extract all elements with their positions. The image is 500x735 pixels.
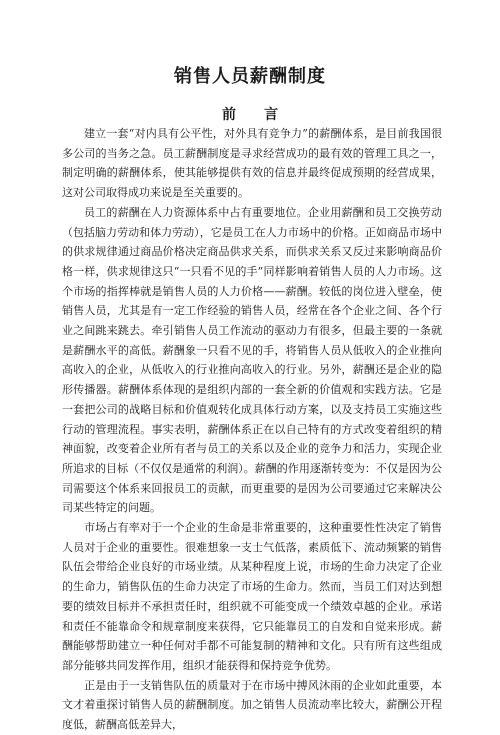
section-heading: 前 言 bbox=[222, 107, 278, 123]
document-body bbox=[62, 124, 442, 735]
paragraph: 建立一套“对内具有公平性，对外具有竞争力”的薪酬体系，是目前我国很多公司的当务之急。员工薪酬制度是寻求经营成功的最有效的管理工具之一，制定明确的薪酬体系，使其能够提供有效的信息并最终促成预期的经营成果，这对公司取得成功来说是至关重要的。 bbox=[62, 127, 442, 200]
paragraph: 市场占有率对于一个企业的生命是非常重要的，这种重要性性决定了销售人员对于企业的重要性。很难想象一支士气低落，素质低下、流动频繁的销售队伍会带给企业良好的市场业绩。从某种程度上说，市场的生命力决定了企业的生命力，销售队伍的生命力决定了市场的生命力。然而，当员工们对达到想要的绩效目标并不承担责任时，组织就不可能变成一个绩效卓越的企业。承诺和责任不能靠命令和规章制度来获得，它只能靠员工的自发和自觉来形成。薪酬能够帮助建立一种任何对手都不可能复制的精神和文化。只有所有这些组成部分能够共同发挥作用，组织才能获得和保持竞争优势。 bbox=[62, 521, 442, 672]
paragraph: 正是由于一支销售队伍的质量对于在市场中搏风沐雨的企业如此重要，本文才着重探讨销售人员的薪酬制度。加之销售人员流动率比较大，薪酬公开程度低，薪酬高低差异大， bbox=[62, 678, 442, 732]
paragraph: 员工的薪酬在人力资源体系中占有重要地位。企业用薪酬和员工交换劳动（包括脑力劳动和体力劳动），它是员工在人力市场中的价格。正如商品市场中的供求规律通过商品价格决定商品供求关系，而供求关系又反过来影响商品价格一样，供求规律这只“一只看不见的手”同样影响着销售人员的人力市场。这个市场的指挥棒就是销售人员的人力价格——薪酬。较低的岗位进入壁垒，使销售人员，尤其是有一定工作经验的销售人员，经常在各个企业之间、各个行业之间跳来跳去。牵引销售人员工作流动的驱动力有很多，但最主要的一条就是薪酬水平的高低。薪酬象一只看不见的手，将销售人员从低收入的企业推向高收入的企业，从低收入的行业推向高收入的行业。另外，薪酬还是企业的隐形传播器。薪酬体系体现的是组织内部的一套全新的价值观和实践方法。它是一套把公司的战略目标和价值观转化成具体行动方案，以及支持员工实施这些行动的管理流程。事实表明，薪酬体系正在以自己特有的方式改变着组织的精神面貌，改变着企业所有者与员工的关系以及企业的竞争力和活力，实现企业所追求的目标（不仅仅是通常的利润）。薪酬的作用逐渐转变为：不仅是因为公司需要这个体系来回报员工的贡献，而更重要的是因为公司要通过它来解决公司某些特定的问题。 bbox=[62, 205, 442, 515]
document-title: 销售人员薪酬制度 bbox=[174, 66, 326, 87]
